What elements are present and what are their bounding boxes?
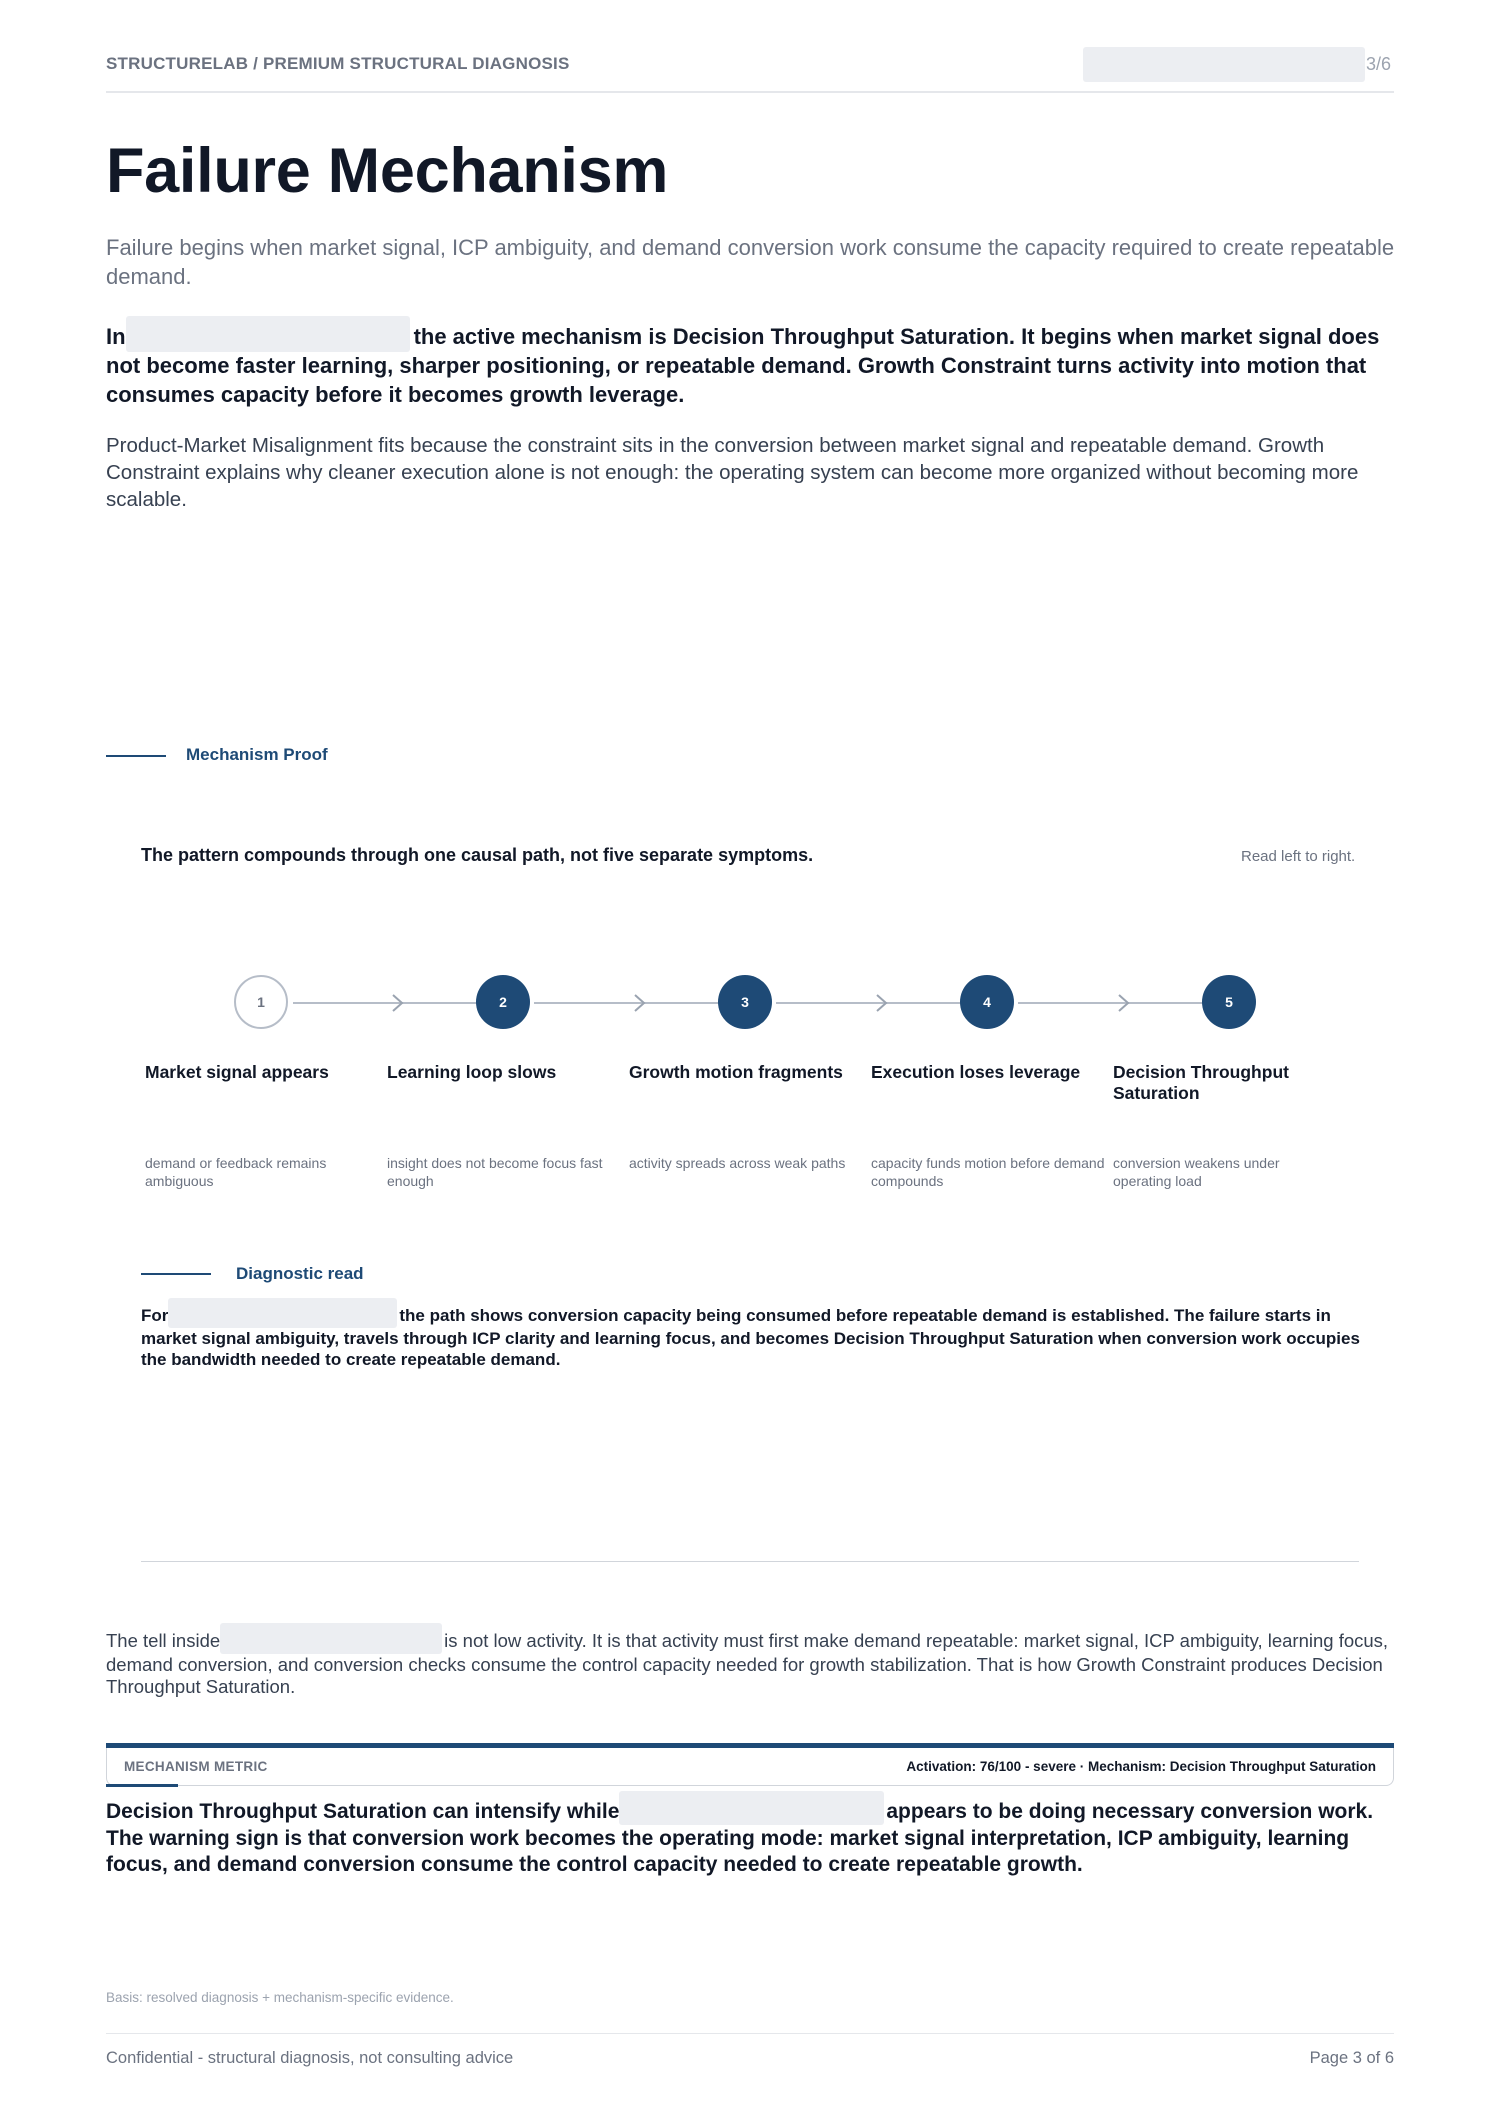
report-brand: STRUCTURELAB / PREMIUM STRUCTURAL DIAGNOSIS: [106, 54, 570, 73]
footer-confidential: Confidential - structural diagnosis, not consulting advice: [106, 2049, 514, 2067]
footer-divider: [106, 2033, 1394, 2034]
connector-line: [776, 1002, 966, 1004]
page-subtitle: Failure begins when market signal, ICP ambiguity, and demand conversion work consume the capacity required to create repeatable demand.: [106, 235, 1395, 289]
diagnostic-label: Diagnostic read: [236, 1264, 364, 1283]
step-title-5: Decision Throughput Saturation: [1113, 1062, 1289, 1103]
metric-statement: [106, 1799, 1396, 1879]
step-node-5: 5: [1202, 975, 1256, 1029]
redacted-company-name: [1083, 47, 1365, 82]
step-title-2: Learning loop slows: [387, 1062, 557, 1082]
metric-prefix: Decision Throughput Saturation can intensify while: [106, 1800, 620, 1823]
proof-reading-hint: Read left to right.: [1241, 848, 1356, 865]
step-title-4: Execution loses leverage: [871, 1062, 1081, 1082]
header-divider: [106, 91, 1394, 93]
step-desc-2: insight does not become focus fast enough: [387, 1155, 603, 1189]
footer-page-number: Page 3 of 6: [1309, 2049, 1394, 2067]
tell-prefix: The tell inside: [106, 1630, 221, 1651]
diagnostic-prefix: For: [141, 1306, 169, 1325]
diagnostic-text: [141, 1305, 1361, 1370]
connector-line: [534, 1002, 724, 1004]
step-node-2: 2: [476, 975, 530, 1029]
page-title: Failure Mechanism: [106, 136, 669, 206]
step-desc-5: conversion weakens under operating load: [1113, 1155, 1280, 1189]
diagnostic-accent-line: [141, 1273, 211, 1275]
step-title-1: Market signal appears: [145, 1062, 329, 1082]
basis-note: Basis: resolved diagnosis + mechanism-specific evidence.: [106, 1990, 454, 2005]
diagnostic-body: the path shows conversion capacity being consumed before repeatable demand is established. The failure starts in market signal ambiguity, travels through ICP clarity and learning focus, and becomes Decision Throughput Saturation when conversion work occupies the bandwidth needed to create repeatable demand.: [141, 1306, 1360, 1369]
redacted-company-name: [619, 1791, 884, 1825]
section-divider: [141, 1561, 1359, 1562]
proof-headline: The pattern compounds through one causal path, not five separate symptoms.: [141, 845, 814, 865]
step-desc-3: activity spreads across weak paths: [629, 1155, 846, 1171]
chevron-right-icon: [632, 993, 648, 1013]
tell-body: is not low activity. It is that activity must first make demand repeatable: market signal, ICP ambiguity, learning focus, demand conversion, and conversion checks consume the control capacity needed for growth stabilization. That is how Growth Constraint produces Decision Throughput Saturation.: [106, 1630, 1389, 1697]
section-label-mechanism-proof: Mechanism Proof: [186, 745, 328, 764]
lead-paragraph: [106, 323, 1396, 409]
metric-label-underline: [106, 1784, 178, 1787]
metric-body: appears to be doing necessary conversion work. The warning sign is that conversion work becomes the operating mode: market signal interpretation, ICP ambiguity, learning focus, and demand conversion consume the control capacity needed to create repeatable growth.: [106, 1800, 1374, 1876]
step-node-1: 1: [234, 975, 288, 1029]
redacted-company-name: [126, 316, 410, 352]
step-node-3: 3: [718, 975, 772, 1029]
section-accent-line: [106, 755, 166, 757]
lead-text: the active mechanism is Decision Throughput Saturation. It begins when market signal does not become faster learning, sharper positioning, or repeatable demand. Growth Constraint turns activity into motion that consumes capacity before it becomes growth leverage.: [106, 324, 1380, 407]
body-paragraph: Product-Market Misalignment fits because the constraint sits in the conversion between market signal and repeatable demand. Growth Constraint explains why cleaner execution alone is not enough: the operating system can become more organized without becoming more scalable.: [106, 434, 1359, 511]
step-desc-4: capacity funds motion before demand compounds: [871, 1155, 1105, 1189]
lead-prefix: In: [106, 324, 126, 349]
chevron-right-icon: [1116, 993, 1132, 1013]
page-counter: 3/6: [1366, 54, 1392, 74]
connector-line: [293, 1002, 483, 1004]
connector-line: [1018, 1002, 1208, 1004]
step-title-3: Growth motion fragments: [629, 1062, 843, 1082]
step-node-4: 4: [960, 975, 1014, 1029]
chevron-right-icon: [874, 993, 890, 1013]
redacted-company-name: [168, 1298, 397, 1328]
redacted-company-name: [220, 1623, 442, 1654]
metric-label: MECHANISM METRIC: [124, 1759, 268, 1774]
tell-paragraph: [106, 1630, 1396, 1698]
step-desc-1: demand or feedback remains ambiguous: [145, 1155, 327, 1189]
chevron-right-icon: [390, 993, 406, 1013]
metric-activation-meta: Activation: 76/100 - severe · Mechanism: Decision Throughput Saturation: [906, 1759, 1376, 1774]
